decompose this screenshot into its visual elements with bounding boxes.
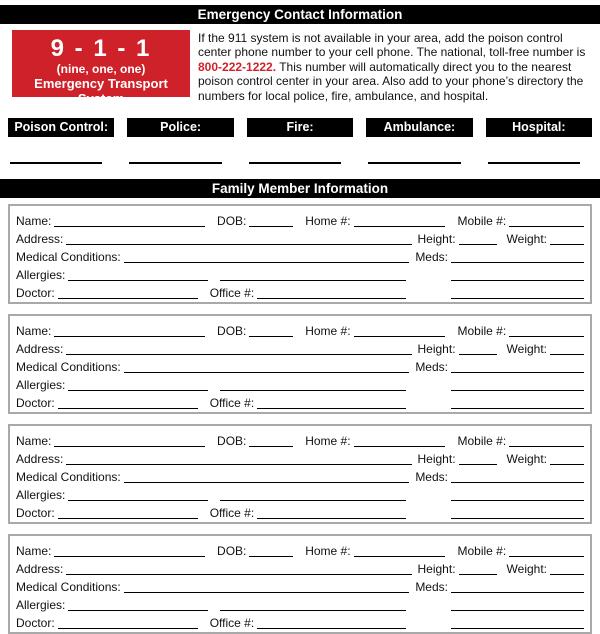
member-row-medical [16,466,584,484]
meds-line[interactable] [451,262,584,263]
member-row-medical [16,246,584,264]
weight-line[interactable] [550,354,584,355]
address-line[interactable] [66,244,411,245]
office-phone-line[interactable] [257,408,406,409]
doctor-label: Doctor: [16,506,55,521]
address-label: Address: [16,342,64,357]
home-phone-line[interactable] [354,446,446,447]
doctor-line[interactable] [58,298,198,299]
meds-continuation-line-2[interactable] [451,628,584,629]
member-row-medical [16,576,584,594]
dob-label: DOB: [217,544,247,559]
name-label: Name: [16,434,52,449]
top-section [12,30,592,106]
member-row-allergies [16,264,584,282]
mobile-phone-label: Mobile #: [457,434,507,449]
meds-label: Meds: [415,360,448,375]
allergies-line[interactable] [68,280,208,281]
intro-text-before: If the 911 system is not available in your area, add the poison control center phone number to your cell phone. The national, toll-free number is [198,31,586,60]
intro-paragraph [198,30,592,103]
weight-line[interactable] [550,574,584,575]
medical-conditions-label: Medical Conditions: [16,360,121,375]
name-line[interactable] [54,336,205,337]
member-row-doctor [16,282,584,300]
weight-line[interactable] [550,464,584,465]
nine-one-one-pronunciation: (nine, one, one) [56,62,146,76]
height-label: Height: [417,342,456,357]
mobile-phone-line[interactable] [509,446,584,447]
home-phone-line[interactable] [354,226,446,227]
allergies-continuation-line[interactable] [220,390,406,391]
medical-conditions-label: Medical Conditions: [16,470,121,485]
nine-one-one-caption: Emergency Transport System [34,76,168,106]
meds-line[interactable] [451,372,584,373]
height-line[interactable] [459,574,497,575]
height-label: Height: [417,452,456,467]
member-row-name [16,320,584,338]
name-line[interactable] [54,226,205,227]
poison-control-hotline-number: 800-222-1222. [198,59,277,74]
family-section-title: Family Member Information [0,179,600,198]
member-row-doctor [16,392,584,410]
allergies-label: Allergies: [16,268,66,283]
family-member-block [8,424,592,524]
home-phone-label: Home #: [305,214,351,229]
allergies-line[interactable] [68,390,208,391]
allergies-label: Allergies: [16,488,66,503]
dob-line[interactable] [249,556,293,557]
meds-continuation-line[interactable] [451,390,584,391]
dob-line[interactable] [249,226,293,227]
medical-conditions-label: Medical Conditions: [16,250,121,265]
height-label: Height: [417,232,456,247]
medical-conditions-line[interactable] [124,372,410,373]
emergency-contact-label: Poison Control: [8,118,114,137]
dob-label: DOB: [217,434,247,449]
weight-label: Weight: [506,232,547,247]
member-row-address [16,228,584,246]
weight-label: Weight: [506,452,547,467]
weight-label: Weight: [506,342,547,357]
medical-conditions-label: Medical Conditions: [16,580,121,595]
office-phone-line[interactable] [257,518,406,519]
office-phone-label: Office #: [209,506,255,521]
emergency-contact-number-line[interactable] [10,162,102,164]
medical-conditions-line[interactable] [124,262,410,263]
address-label: Address: [16,232,64,247]
doctor-line[interactable] [58,518,198,519]
mobile-phone-line[interactable] [509,226,584,227]
meds-line[interactable] [451,592,584,593]
family-members-list [0,204,600,634]
address-label: Address: [16,452,64,467]
emergency-contacts-row [8,118,592,164]
medical-conditions-line[interactable] [124,482,410,483]
nine-one-one-number: 9 - 1 - 1 [50,35,152,62]
member-row-name [16,540,584,558]
name-label: Name: [16,544,52,559]
address-line[interactable] [66,464,411,465]
home-phone-label: Home #: [305,544,351,559]
member-row-allergies [16,484,584,502]
address-line[interactable] [66,354,411,355]
name-line[interactable] [54,556,205,557]
emergency-contact-label: Fire: [247,118,353,137]
allergies-line[interactable] [68,500,208,501]
family-member-block [8,534,592,634]
nine-one-one-box [12,30,190,106]
office-phone-label: Office #: [209,396,255,411]
doctor-line[interactable] [58,408,198,409]
meds-line[interactable] [451,482,584,483]
member-row-name [16,210,584,228]
office-phone-label: Office #: [209,616,255,631]
weight-line[interactable] [550,244,584,245]
home-phone-label: Home #: [305,324,351,339]
allergies-line[interactable] [68,610,208,611]
mobile-phone-label: Mobile #: [457,544,507,559]
allergies-continuation-line[interactable] [220,280,406,281]
height-line[interactable] [459,464,497,465]
name-label: Name: [16,324,52,339]
meds-continuation-line[interactable] [451,610,584,611]
mobile-phone-label: Mobile #: [457,324,507,339]
meds-continuation-line-2[interactable] [451,518,584,519]
intro-text-after: This number will automatically direct you to the nearest poison control center in your area. Also add to your phone’s directory the numbers for local police, fire, ambulance, and hospital. [198,59,584,103]
name-line[interactable] [54,446,205,447]
emergency-contact-label: Hospital: [486,118,592,137]
address-line[interactable] [66,574,411,575]
emergency-contact-label: Ambulance: [366,118,472,137]
doctor-label: Doctor: [16,396,55,411]
home-phone-line[interactable] [354,556,446,557]
office-phone-line[interactable] [257,628,406,629]
emergency-contact-number-line[interactable] [488,162,580,164]
meds-label: Meds: [415,470,448,485]
family-member-block [8,204,592,304]
allergies-label: Allergies: [16,598,66,613]
meds-label: Meds: [415,580,448,595]
member-row-allergies [16,594,584,612]
medical-conditions-line[interactable] [124,592,410,593]
meds-continuation-line[interactable] [451,280,584,281]
emergency-contact-column [247,118,353,164]
doctor-line[interactable] [58,628,198,629]
doctor-label: Doctor: [16,616,55,631]
mobile-phone-label: Mobile #: [457,214,507,229]
allergies-continuation-line[interactable] [220,610,406,611]
dob-label: DOB: [217,324,247,339]
dob-label: DOB: [217,214,247,229]
weight-label: Weight: [506,562,547,577]
meds-continuation-line-2[interactable] [451,408,584,409]
name-label: Name: [16,214,52,229]
emergency-contact-number-line[interactable] [129,162,221,164]
mobile-phone-line[interactable] [509,336,584,337]
member-row-address [16,558,584,576]
family-member-block [8,314,592,414]
dob-line[interactable] [249,446,293,447]
mobile-phone-line[interactable] [509,556,584,557]
allergies-continuation-line[interactable] [220,500,406,501]
meds-continuation-line[interactable] [451,500,584,501]
emergency-contact-column [8,118,114,164]
member-row-name [16,430,584,448]
emergency-contact-column [366,118,472,164]
address-label: Address: [16,562,64,577]
emergency-contact-number-line[interactable] [249,162,341,164]
height-label: Height: [417,562,456,577]
emergency-contact-label: Police: [127,118,233,137]
member-row-medical [16,356,584,374]
emergency-contact-number-line[interactable] [368,162,460,164]
member-row-address [16,448,584,466]
height-line[interactable] [459,354,497,355]
office-phone-label: Office #: [209,286,255,301]
emergency-contact-column [127,118,233,164]
member-row-doctor [16,612,584,630]
emergency-contact-column [486,118,592,164]
member-row-doctor [16,502,584,520]
meds-continuation-line-2[interactable] [451,298,584,299]
home-phone-label: Home #: [305,434,351,449]
office-phone-line[interactable] [257,298,406,299]
page-title: Emergency Contact Information [0,5,600,24]
member-row-address [16,338,584,356]
home-phone-line[interactable] [354,336,446,337]
height-line[interactable] [459,244,497,245]
doctor-label: Doctor: [16,286,55,301]
allergies-label: Allergies: [16,378,66,393]
member-row-allergies [16,374,584,392]
dob-line[interactable] [249,336,293,337]
meds-label: Meds: [415,250,448,265]
